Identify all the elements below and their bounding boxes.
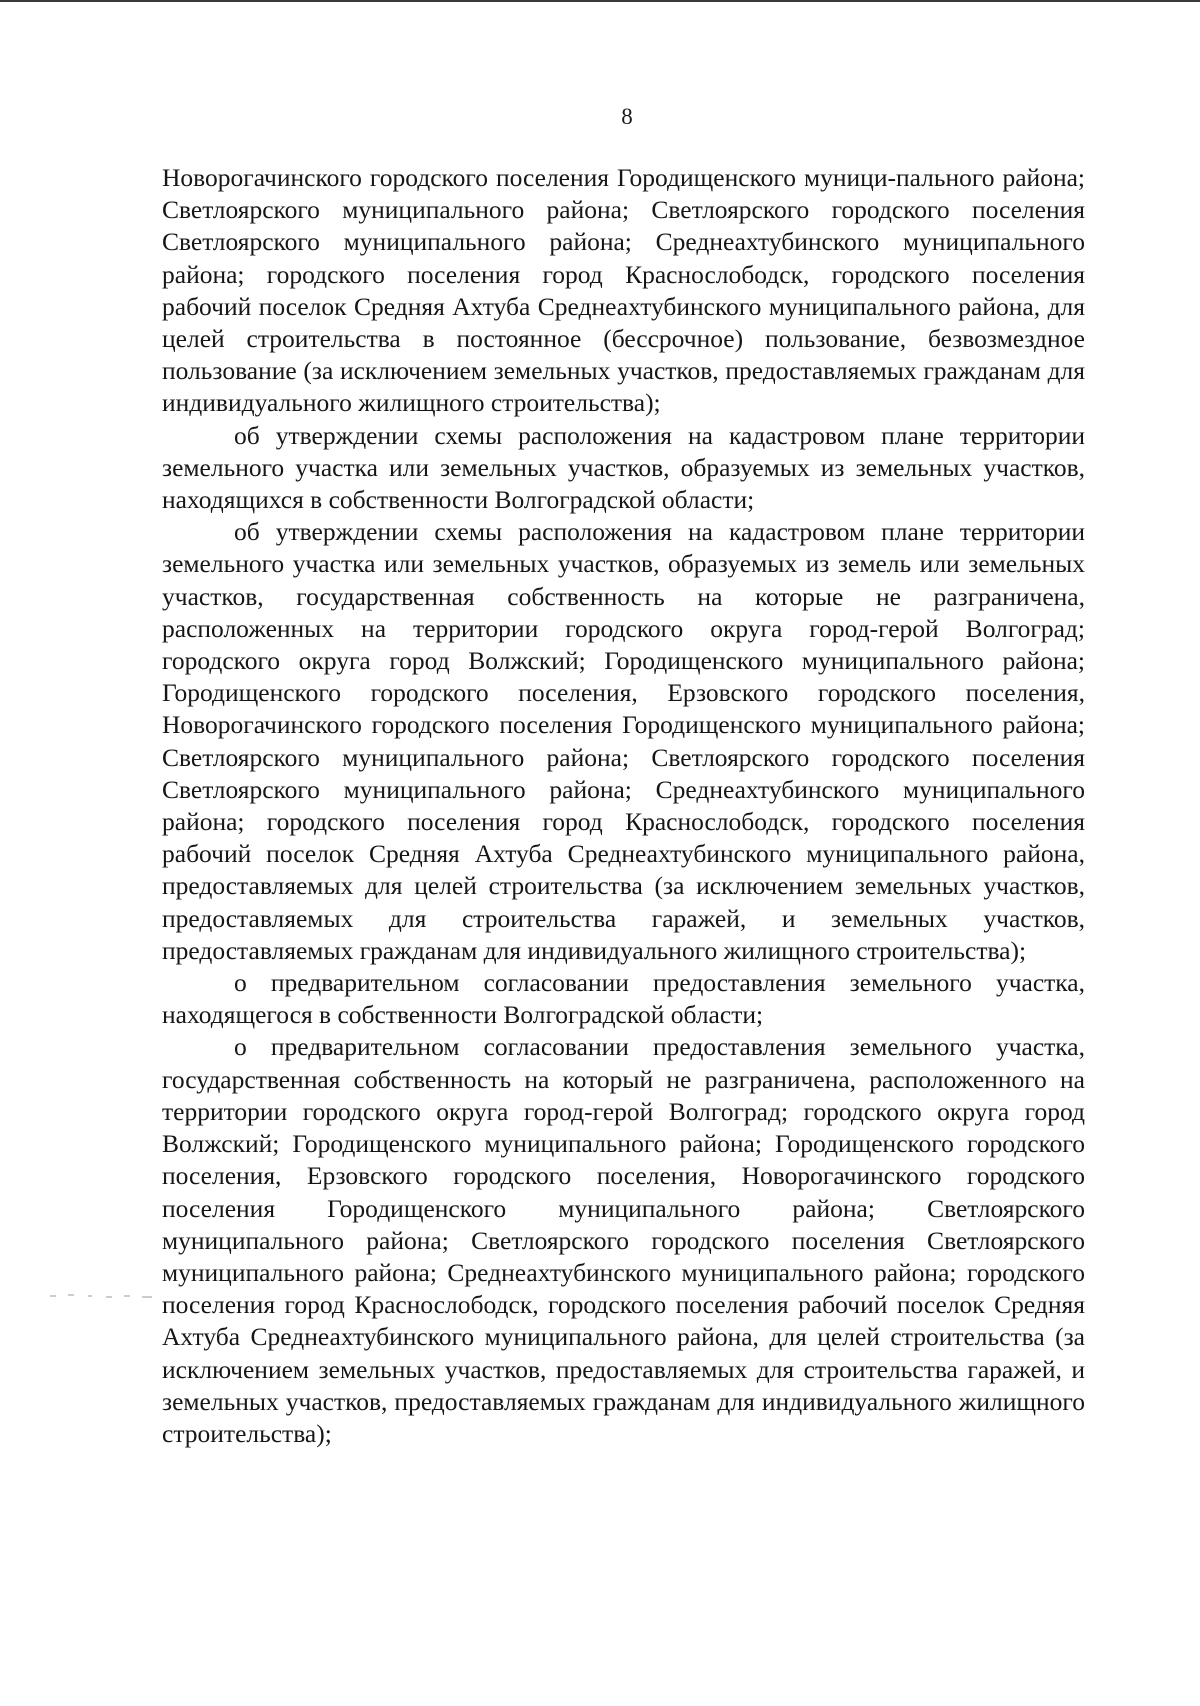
scan-top-edge: [0, 0, 1200, 2]
paragraph-continuation: Новорогачинского городского поселения Городищенского муници-пального района; Светлоярского муниципального района; Светлоярского городского поселения Светлоярского муниципального района; Среднеахтубинского муниципального района; городского поселения город Краснослободск, городского поселения рабочий поселок Средняя Ахтуба Среднеахтубинского муниципального района, для целей строительства в постоянное (бессрочное) пользование, безвозмездное пользование (за исключением земельных участков, предоставляемых гражданам для индивидуального жилищного строительства);: [162, 163, 1085, 418]
page-number: 8: [621, 104, 633, 129]
paragraph-scheme-unallocated-land: об утверждении схемы расположения на кадастровом плане территории земельного участка или земельных участков, образуемых из земель или земельных участков, государственная собственность на которые не разграничена, расположенных на территории городского округа город-герой Волгоград; городского округа город Волжский; Городищенского муниципального района; Городищенского городского поселения, Ерзовского городского поселения, Новорогачинского городского поселения Городищенского муниципального района; Светлоярского муниципального района; Светлоярского городского поселения Светлоярского муниципального района; Среднеахтубинского муниципального района; городского поселения город Краснослободск, городского поселения рабочий поселок Средняя Ахтуба Среднеахтубинского муниципального района, предоставляемых для целей строительства (за исключением земельных участков, предоставляемых для строительства гаражей, и земельных участков, предоставляемых гражданам для индивидуального жилищного строительства);: [162, 517, 1085, 965]
document-body: [162, 162, 1085, 1450]
paragraph-approval-unallocated-plot: о предварительном согласовании предоставления земельного участка, государственная собственность на который не разграничена, расположенного на территории городского округа город-герой Волгоград; городского округа город Волжский; Городищенского муниципального района; Городищенского городского поселения, Ерзовского городского поселения, Новорогачинского городского поселения Городищенского муниципального района; Светлоярского муниципального района; Светлоярского городского поселения Светлоярского муниципального района; Среднеахтубинского муниципального района; городского поселения город Краснослободск, городского поселения рабочий поселок Средняя Ахтуба Среднеахтубинского муниципального района, для целей строительства (за исключением земельных участков, предоставляемых для строительства гаражей, и земельных участков, предоставляемых гражданам для индивидуального жилищного строительства);: [162, 1032, 1085, 1448]
paragraph-approval-regional-plot: о предварительном согласовании предоставления земельного участка, находящегося в собственности Волгоградской области;: [162, 968, 1085, 1030]
scan-artifact-marks: [48, 1290, 156, 1302]
paragraph-scheme-regional-land: об утверждении схемы расположения на кадастровом плане территории земельного участка или земельных участков, образуемых из земельных участков, находящихся в собственности Волгоградской области;: [162, 420, 1085, 515]
